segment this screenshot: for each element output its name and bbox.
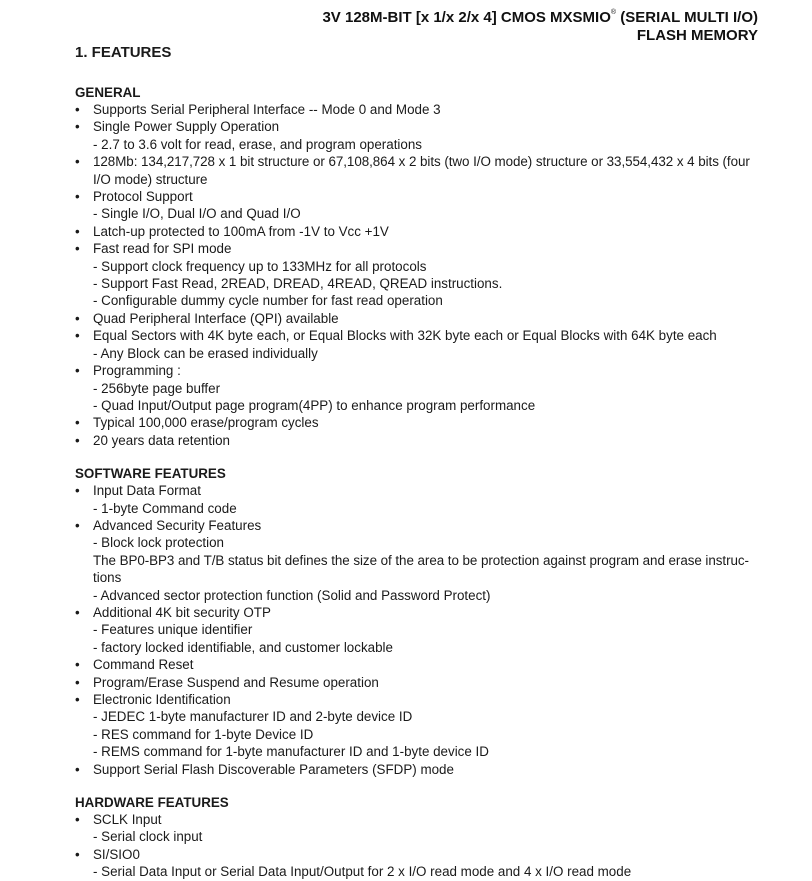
item-text: Supports Serial Peripheral Interface -- Mode 0 and Mode 3	[93, 102, 441, 117]
list-subitem	[75, 708, 765, 725]
item-text: 20 years data retention	[93, 432, 230, 448]
bullet: •	[75, 692, 80, 707]
item-text: - Serial clock input	[93, 829, 203, 845]
list-item	[75, 517, 765, 534]
item-text: - 1-byte Command code	[93, 500, 237, 516]
section-title: 1. FEATURES	[75, 44, 172, 61]
bullet: •	[75, 223, 80, 239]
item-text: Single Power Supply Operation	[93, 119, 280, 135]
list-subitem	[75, 397, 765, 414]
features-page	[75, 44, 765, 881]
software-list	[75, 482, 765, 778]
list-subitem	[75, 726, 765, 743]
list-item	[75, 604, 765, 621]
item-text: Advanced Security Features	[93, 517, 262, 533]
item-text: - factory locked identifiable, and customer lockable	[93, 639, 393, 655]
bullet: •	[75, 241, 80, 257]
item-text: Electronic Identification	[93, 692, 231, 707]
item-text: - Support clock frequency up to 133MHz for all protocols	[93, 258, 427, 274]
list-item	[75, 362, 765, 379]
list-subitem	[75, 863, 765, 880]
item-text: - Features unique identifier	[93, 622, 253, 638]
bullet: •	[75, 328, 80, 344]
list-subitem	[75, 534, 765, 551]
bullet: •	[75, 102, 80, 117]
item-text: - RES command for 1-byte Device ID	[93, 726, 314, 742]
list-subitem	[75, 258, 765, 275]
software-features-heading: SOFTWARE FEATURES	[75, 466, 226, 482]
bullet: •	[75, 674, 80, 690]
item-text: - 2.7 to 3.6 volt for read, erase, and program operations	[93, 136, 422, 152]
list-item	[75, 691, 765, 708]
item-text: - Serial Data Input or Serial Data Input/Output for 2 x I/O read mode and 4 x I/O read mode	[93, 864, 632, 880]
list-subitem	[75, 292, 765, 309]
list-item	[75, 223, 765, 240]
bullet: •	[75, 604, 80, 620]
list-item	[75, 482, 765, 499]
list-subitem	[75, 828, 765, 845]
item-text: Command Reset	[93, 657, 194, 673]
general-list	[75, 101, 765, 449]
header-title-suffix: (SERIAL MULTI I/O)	[616, 9, 758, 26]
list-item	[75, 656, 765, 673]
item-text: The BP0-BP3 and T/B status bit defines the size of the area to be protection against program and erase instruc-	[93, 552, 749, 568]
item-text: - Single I/O, Dual I/O and Quad I/O	[93, 206, 301, 222]
header-title-line2: FLASH MEMORY	[636, 27, 758, 44]
list-subitem	[75, 587, 765, 604]
list-item	[75, 188, 765, 205]
item-text: Input Data Format	[93, 483, 201, 499]
item-text: - Quad Input/Output page program(4PP) to enhance program performance	[93, 397, 536, 413]
bullet: •	[75, 154, 80, 170]
list-subitem	[75, 345, 765, 362]
item-text: - Block lock protection	[93, 535, 224, 551]
item-text: Programming :	[93, 363, 181, 379]
item-text: SCLK Input	[93, 812, 162, 828]
registered-mark: ®	[610, 9, 617, 16]
hardware-features-heading: HARDWARE FEATURES	[75, 795, 229, 811]
list-item	[75, 118, 765, 135]
item-text: Program/Erase Suspend and Resume operation	[93, 674, 379, 690]
item-text: - JEDEC 1-byte manufacturer ID and 2-byte device ID	[93, 709, 413, 725]
item-text: - REMS command for 1-byte manufacturer ID and 1-byte device ID	[93, 744, 489, 760]
general-heading: GENERAL	[75, 85, 141, 100]
list-subitem	[75, 205, 765, 222]
header-title-line1	[322, 4, 758, 27]
item-text: Quad Peripheral Interface (QPI) available	[93, 310, 339, 326]
item-text: - Support Fast Read, 2READ, DREAD, 4READ, QREAD instructions.	[93, 276, 503, 292]
bullet: •	[75, 415, 80, 431]
item-text: - 256byte page buffer	[93, 380, 221, 396]
list-subitem	[75, 639, 765, 656]
bullet: •	[75, 119, 80, 135]
list-subitem	[75, 380, 765, 397]
bullet: •	[75, 310, 80, 326]
list-item	[75, 310, 765, 327]
list-item	[75, 811, 765, 828]
list-subitem	[75, 275, 765, 292]
list-item	[75, 846, 765, 863]
bullet: •	[75, 483, 80, 499]
list-item	[75, 414, 765, 431]
bullet: •	[75, 363, 80, 379]
list-subitem	[75, 743, 765, 760]
list-subitem	[75, 500, 765, 517]
list-item	[75, 101, 765, 118]
list-item	[75, 327, 765, 344]
bullet: •	[75, 432, 80, 448]
bullet: •	[75, 761, 80, 777]
item-text: tions	[93, 570, 122, 586]
list-subitem	[75, 569, 765, 586]
list-subitem	[75, 621, 765, 638]
item-text: Support Serial Flash Discoverable Parameters (SFDP) mode	[93, 761, 454, 777]
list-subitem	[75, 136, 765, 153]
item-text: Additional 4K bit security OTP	[93, 604, 271, 620]
list-item	[75, 432, 765, 449]
list-item	[75, 674, 765, 691]
item-text: 128Mb: 134,217,728 x 1 bit structure or 67,108,864 x 2 bits (two I/O mode) structure or 33,554,432 x 4 bits (four I/O mode) structure	[93, 154, 750, 187]
item-text: Typical 100,000 erase/program cycles	[93, 415, 319, 431]
hardware-list	[75, 811, 765, 881]
bullet: •	[75, 189, 80, 205]
item-text: - Advanced sector protection function (Solid and Password Protect)	[93, 587, 491, 603]
item-text: Fast read for SPI mode	[93, 241, 232, 257]
bullet: •	[75, 846, 80, 862]
header-title-main: 3V 128M-BIT [x 1/x 2/x 4] CMOS MXSMIO	[322, 9, 611, 26]
list-subitem	[75, 552, 765, 569]
document-header	[322, 4, 758, 45]
list-item	[75, 153, 765, 188]
item-text: - Configurable dummy cycle number for fast read operation	[93, 293, 443, 309]
list-item	[75, 761, 765, 778]
item-text: Latch-up protected to 100mA from -1V to Vcc +1V	[93, 223, 389, 239]
list-item	[75, 240, 765, 257]
bullet: •	[75, 657, 80, 673]
bullet: •	[75, 517, 80, 533]
bullet: •	[75, 812, 80, 828]
item-text: SI/SIO0	[93, 846, 140, 862]
item-text: Protocol Support	[93, 189, 193, 205]
item-text: - Any Block can be erased individually	[93, 345, 318, 361]
item-text: Equal Sectors with 4K byte each, or Equal Blocks with 32K byte each or Equal Blocks with 64K byte each	[93, 328, 717, 344]
